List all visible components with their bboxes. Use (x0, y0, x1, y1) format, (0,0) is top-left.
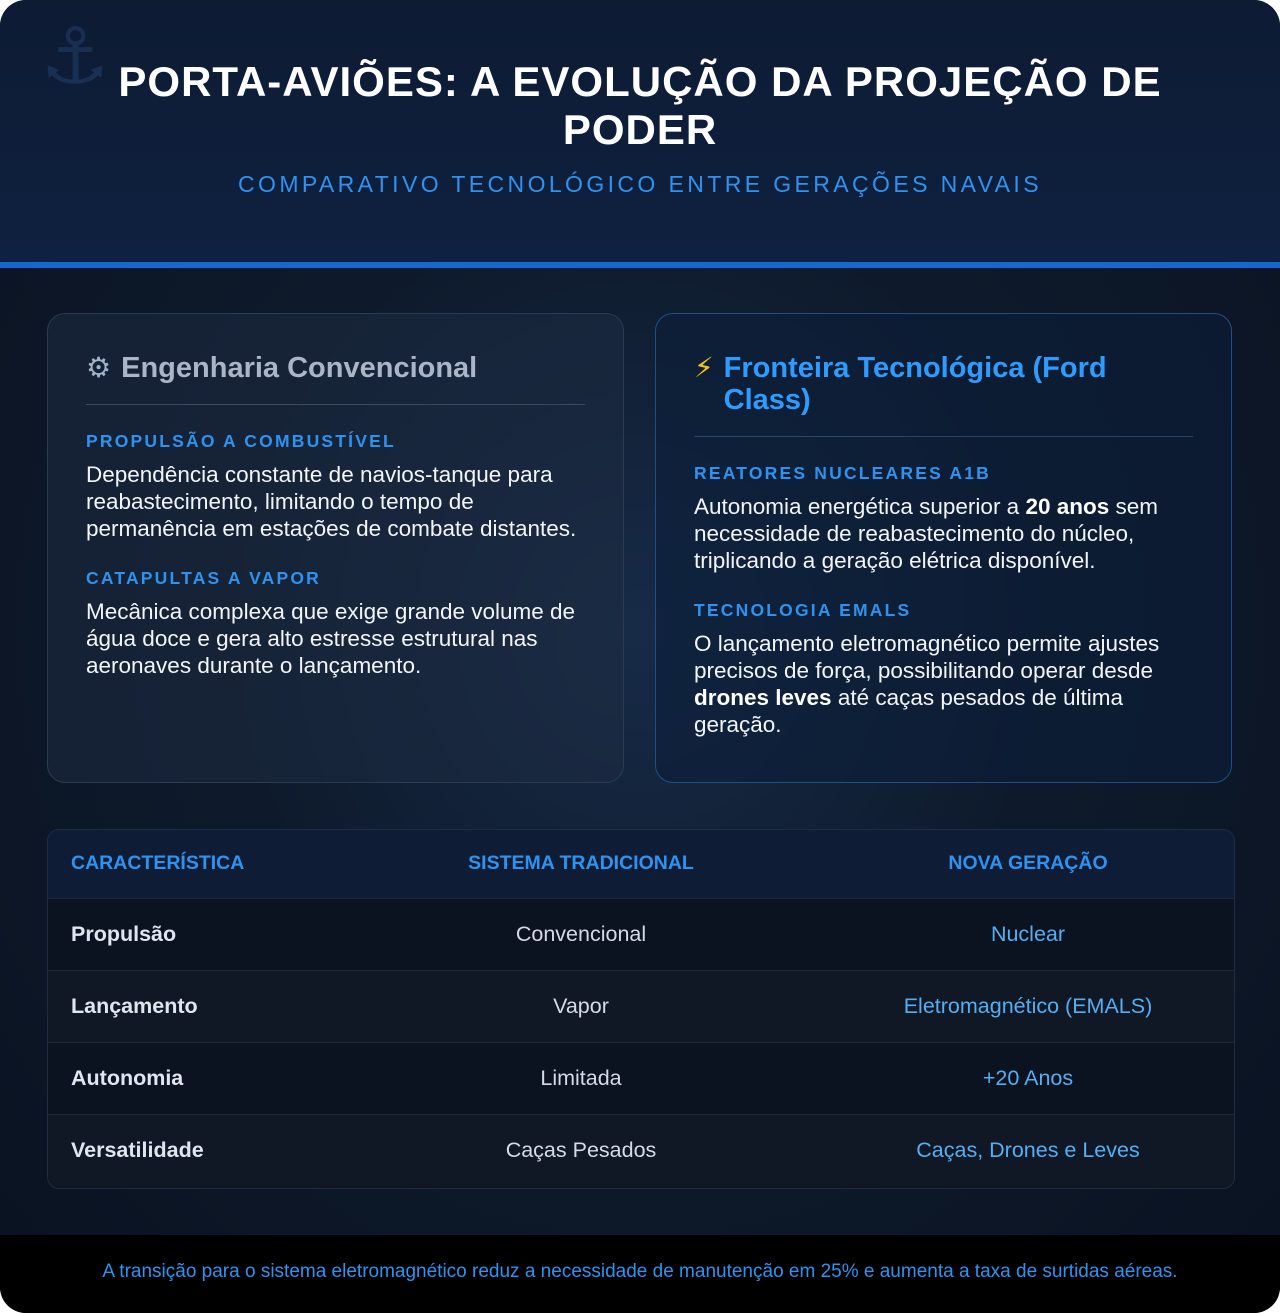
card-frontier (655, 313, 1232, 783)
traditional-value: Convencional (515, 921, 647, 946)
table-row (48, 970, 1234, 1042)
card-conventional-header (86, 352, 585, 405)
new-generation-value: +20 Anos (982, 1065, 1074, 1090)
lightning-icon: ⚡ (694, 351, 714, 384)
text-span: sem necessidade de reabastecimento do núcleo, triplicando a geração elétrica disponível. (694, 494, 1159, 573)
header-divider (0, 262, 1280, 268)
table-row (48, 1042, 1234, 1114)
section-heading-fuel: PROPULSÃO A COMBUSTÍVEL (86, 431, 396, 451)
header (0, 0, 1280, 262)
section-body-fuel: Dependência constante de navios-tanque para reabastecimento, limitando o tempo de permanência em estações de combate distantes. (86, 462, 577, 541)
section-body-steam: Mecânica complexa que exige grande volume de água doce e gera alto estresse estrutural nas aeronaves durante o lançamento. (86, 599, 576, 678)
table-header-row (48, 830, 1234, 898)
column-header-new-generation: NOVA GERAÇÃO (948, 852, 1108, 875)
page-title: PORTA-AVIÕES: A EVOLUÇÃO DA PROJEÇÃO DE PODER (118, 58, 1162, 153)
new-generation-value: Nuclear (990, 921, 1066, 946)
section-heading-emals: TECNOLOGIA EMALS (694, 600, 912, 620)
footer-note: A transição para o sistema eletromagnético reduz a necessidade de manutenção em 25% e aumenta a taxa de surtidas aéreas. (0, 1235, 1280, 1313)
text-span: O lançamento eletromagnético permite ajustes precisos de força, possibilitando operar desde (694, 631, 1160, 683)
anchor-icon: ⚓ (40, 12, 110, 102)
card-frontier-header (694, 352, 1193, 437)
new-generation-value: Caças, Drones e Leves (916, 1137, 1140, 1162)
new-generation-value: Eletromagnético (EMALS) (903, 993, 1153, 1018)
row-label: Autonomia (71, 1065, 184, 1090)
card-conventional (47, 313, 624, 783)
section-heading-nuclear: REATORES NUCLEARES A1B (694, 463, 991, 483)
section-heading-steam: CATAPULTAS A VAPOR (86, 568, 322, 588)
page-subtitle: COMPARATIVO TECNOLÓGICO ENTRE GERAÇÕES NAVAIS (238, 171, 1042, 197)
highlight-text: 20 anos (1025, 494, 1110, 519)
gear-icon: ⚙ (86, 351, 112, 384)
table (48, 830, 1234, 1186)
comparison-table (47, 829, 1235, 1189)
traditional-value: Vapor (553, 993, 609, 1018)
card-conventional-title: Engenharia Convencional (121, 352, 478, 384)
table-row (48, 898, 1234, 970)
card-frontier-title: Fronteira Tecnológica (Ford Class) (723, 352, 1107, 416)
highlight-text: drones leves (694, 685, 832, 710)
traditional-value: Caças Pesados (505, 1137, 657, 1162)
text-span: até caças pesados de última geração. (694, 685, 1124, 737)
row-label: Versatilidade (71, 1137, 204, 1162)
column-header-traditional: SISTEMA TRADICIONAL (468, 852, 694, 875)
traditional-value: Limitada (540, 1065, 622, 1090)
section-body-emals (694, 630, 1193, 738)
column-header-feature: CARACTERÍSTICA (71, 852, 245, 875)
section-body-nuclear (694, 493, 1193, 574)
table-row (48, 1114, 1234, 1186)
text-span: Autonomia energética superior a (694, 494, 1026, 519)
row-label: Propulsão (71, 921, 177, 946)
row-label: Lançamento (71, 993, 198, 1018)
